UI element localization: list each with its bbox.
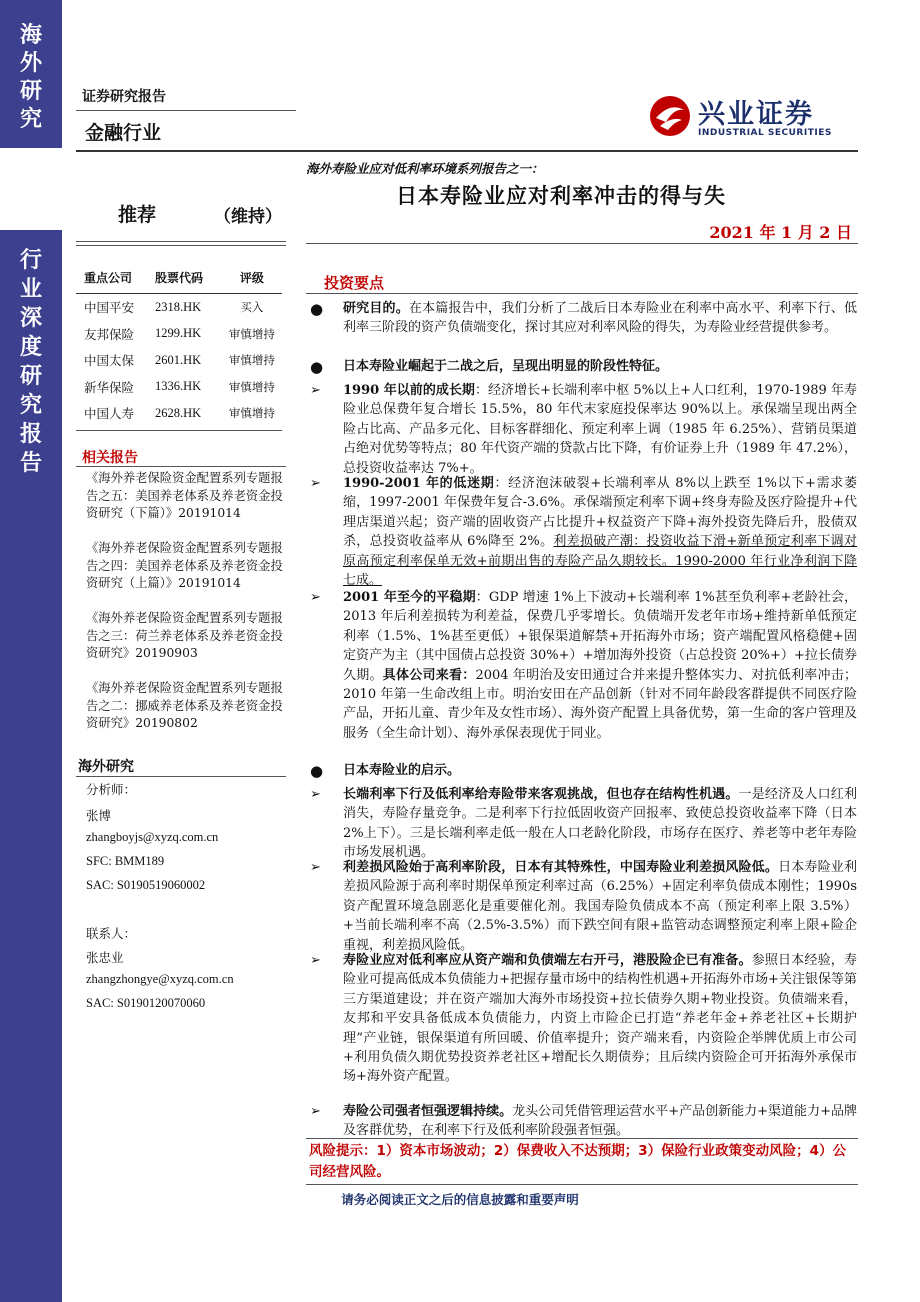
logo-english: INDUSTRIAL SECURITIES [698, 128, 832, 138]
cell-company: 新华保险 [84, 380, 135, 395]
slump-text: ：经济泡沫破裂+长端利率从 8%以上跌至 1%以下+需求萎缩，1997-2001 年保费年复合-3.6%。承保端预定利率下调+终身寿险及医疗险提升+代理店渠道兴起；资产端的固收资产占比提升+权益资产下降+海外投资先降后升，股债双杀，总投资收益率从 6%降至 2%。 [343, 476, 857, 550]
cell-code: 2628.HK [155, 405, 202, 420]
lesson-spread-loss [343, 858, 857, 955]
analyst-sac: SAC: S0190519060002 [86, 878, 206, 892]
bullet-arrow-icon: ➢ [310, 383, 321, 398]
risk-warning: 风险提示：1）资本市场波动；2）保费收入不达预期；3）保险行业政策变动风险；4）公司经营风险。 [309, 1143, 847, 1180]
growth-text: ：经济增长+长端利率中枢 5%以上+人口红利，1970-1989 年寿险业总保费年复合增长 15.5%，80 年代末家庭投保率达 90%以上。承保端呈现出两全险占比高、产品多元化、目标客群细化、预定利率上调（1985 年 6.25%）、营销员渠道占绝对优势等特点；80 年代资产端的贷款占比下降，有价证券上升（1989 年 47.2%），总投资收益率达 7%+。 [343, 383, 858, 476]
divider [76, 776, 286, 777]
bullet-dot-icon: ● [310, 762, 324, 780]
contact-name: 张忠业 [86, 951, 124, 965]
related-report-item[interactable]: 《海外养老保险资金配置系列专题报告之四：美国养老体系及养老资金投资研究（上篇）》20191014 [86, 541, 283, 590]
table-row [76, 347, 282, 374]
lesson-challenge [343, 785, 857, 863]
divider [76, 110, 296, 111]
stable-text: ：GDP 增速 1%上下波动+长端利率 1%甚至负利率+老龄社会，2013 年后利差损转为利差益，保费几乎零增长。负债端开发老年市场+维持新单低预定利率（1.5%、1%甚至更低）+银保渠道解禁+开拓海外市场；资产端配置风格稳健+固定资产为主（其中国债占总投资 30%+）+增加海外投资（占总投资 20%+）+拉长债券久期。 [343, 590, 858, 683]
lesson-leaders [343, 1102, 857, 1141]
purpose-text: 在本篇报告中，我们分析了二战后日本寿险业在利率中高水平、利率下行、低利率三阶段的资产负债端变化，探讨其应对利率风险的得失，为寿险业经营提供参考。 [343, 301, 857, 336]
stable-bold2: 具体公司来看： [382, 667, 476, 683]
contact-sac: SAC: S0190120070060 [86, 996, 206, 1010]
cell-code: 2601.HK [155, 352, 202, 367]
bullet-arrow-icon: ➢ [310, 787, 321, 802]
divider [306, 243, 858, 244]
report-title: 日本寿险业应对利率冲击的得与失 [396, 184, 726, 208]
spread-text: 日本寿险业利差损风险源于高利率时期保单预定利率过高（6.25%）+固定利率负债成本刚性；1990s 资产配置环境急剧恶化是重要催化剂。我国寿险负债成本不高（预定利率上限 3.5%）+当前长端利率不高（2.5%-3.5%）而下跌空间有限+监管动态调整预定利率上限+险企重视，利差损风险低。 [343, 860, 857, 953]
stable-bold: 2001 年至今的平稳期 [343, 590, 476, 605]
bullet-dot-icon: ● [310, 300, 324, 318]
rise-bold: 日本寿险业崛起于二战之后，呈现出明显的阶段性特征。 [343, 359, 669, 374]
section-lessons [343, 761, 857, 780]
report-type: 证券研究报告 [82, 89, 166, 105]
analyst-label: 分析师： [86, 783, 137, 797]
logo-mark-icon [648, 94, 692, 138]
related-reports-heading: 相关报告 [82, 450, 138, 466]
bullet-arrow-icon: ➢ [310, 476, 321, 491]
stable-text2: 2004 年明治及安田通过合并来提升整体实力、对抗低利率冲击；2010 年第一生命改组上市。明治安田在产品创新（针对不同年龄段客群提供不同医疗险产品，开拓儿童、青少年及女性市场）、海外资产配置上具备优势，第一生命的客户管理及服务（全生命计划）、海外承保表现优于同业。 [343, 667, 857, 741]
cell-code: 1336.HK [155, 379, 202, 394]
response-bold: 寿险业应对低利率应从资产端和负债端左右开弓，港股险企已有准备。 [343, 953, 752, 968]
disclaimer-footer[interactable]: 请务必阅读正文之后的信息披露和重要声明 [341, 1192, 579, 1207]
logo-name: 兴业证券 [698, 99, 814, 130]
col-rating: 评级 [216, 266, 282, 294]
related-report-item[interactable]: 《海外养老保险资金配置系列专题报告之五：美国养老体系及养老资金投资研究（下篇）》20191014 [86, 471, 283, 520]
research-purpose [343, 299, 857, 338]
divider [306, 1138, 858, 1139]
series-title: 海外寿险业应对低利率环境系列报告之一： [306, 161, 544, 176]
report-date: 2021 年 1 月 2 日 [709, 223, 852, 242]
response-text: 参照日本经验，寿险业可提高低成本负债能力+把握存量市场中的结构性机遇+开拓海外市场+关注银保等第三方渠道建设；并在资产端加大海外市场投资+拉长债券久期+物业投资。负债端来看，友邦和平安具备低成本负债能力，内资上市险企已打造“养老年金+养老社区+长期护理”产业链，银保渠道有所回暖、价值率提升；资产端来看，内资险企举牌优质上市公司+利用负债久期优势投资养老社区+增配长久期债券；且后续内资险企可开拓海外承保市场+海外资产配置。 [343, 953, 857, 1085]
cell-rating: 审慎增持 [228, 406, 275, 421]
table-header-row [76, 266, 282, 294]
contact-label: 联系人： [86, 927, 137, 941]
analyst-email[interactable]: zhangboyjs@xyzq.com.cn [86, 830, 219, 844]
leaders-bold: 寿险公司强者恒强逻辑持续。 [343, 1104, 513, 1119]
growth-bold: 1990 年以前的成长期 [343, 383, 475, 398]
stable-period [343, 588, 857, 743]
challenge-text: 一是经济及人口红利消失，寿险存量竞争。二是利率下行拉低固收资产回报率、致使总投资收益率下降（日本 2%上下）。三是长端利率走低一般在人口老龄化阶段，市场存在医疗、养老等中老年寿险市场发展机遇。 [343, 787, 857, 861]
cell-company: 中国人寿 [84, 407, 135, 422]
company-logo [648, 92, 848, 144]
cell-company: 中国平安 [84, 301, 135, 316]
bullet-arrow-icon: ➢ [310, 953, 321, 968]
slump-period [343, 474, 857, 590]
rating: 推荐 [118, 204, 157, 226]
contact-email[interactable]: zhangzhongye@xyzq.com.cn [86, 972, 234, 986]
bullet-arrow-icon: ➢ [310, 860, 321, 875]
cell-code: 1299.HK [155, 326, 202, 341]
sidebar-gap [0, 148, 62, 230]
table-row [76, 321, 282, 348]
sidebar-report-type-label: 行 业 深 度 研 究 报 告 [19, 248, 42, 476]
lessons-bold: 日本寿险业的启示。 [343, 763, 461, 778]
cell-rating: 买入 [240, 300, 264, 315]
divider [76, 466, 286, 467]
cell-rating: 审慎增持 [228, 353, 275, 368]
overseas-research-heading: 海外研究 [78, 759, 134, 775]
header-rule [76, 150, 858, 152]
lesson-response [343, 951, 857, 1087]
cell-code: 2318.HK [155, 299, 202, 314]
section-rise [343, 357, 857, 376]
cell-company: 中国太保 [84, 354, 135, 369]
rating-status: （维持） [214, 207, 282, 227]
table-row [76, 374, 282, 401]
cell-rating: 审慎增持 [228, 326, 275, 341]
cell-company: 友邦保险 [84, 327, 135, 342]
related-report-item[interactable]: 《海外养老保险资金配置系列专题报告之三：荷兰养老体系及养老资金投资研究》20190903 [86, 611, 283, 660]
purpose-bold: 研究目的。 [343, 301, 409, 316]
industry-label: 金融行业 [85, 122, 162, 144]
bullet-arrow-icon: ➢ [310, 1104, 321, 1119]
slump-bold: 1990-2001 年的低迷期 [343, 476, 495, 491]
leaders-text: 龙头公司凭借管理运营水平+产品创新能力+渠道能力+品牌及客群优势，在利率下行及低利率阶段强者恒强。 [343, 1104, 857, 1139]
divider [76, 241, 286, 242]
divider [306, 293, 858, 294]
bullet-arrow-icon: ➢ [310, 590, 321, 605]
related-report-item[interactable]: 《海外养老保险资金配置系列专题报告之二：挪威养老体系及养老资金投资研究》20190802 [86, 681, 283, 730]
challenge-bold: 长端利率下行及低利率给寿险带来客观挑战，但也存在结构性机遇。 [343, 787, 739, 802]
analyst-name: 张博 [86, 809, 112, 823]
divider [76, 430, 282, 431]
bullet-dot-icon: ● [310, 358, 324, 376]
analyst-sfc: SFC: BMM189 [86, 854, 165, 868]
slump-underline: 利差损破产潮：投资收益下滑+新单预定利率下调对原高预定利率保单无效+前期出售的寿险产品久期较长。1990-2000 年行业净利润下降七成。 [343, 534, 857, 589]
cell-rating: 审慎增持 [228, 379, 275, 394]
table-row [76, 294, 282, 321]
key-points-heading: 投资要点 [324, 274, 385, 292]
col-code: 股票代码 [147, 266, 216, 294]
col-company: 重点公司 [76, 266, 147, 294]
spread-bold: 利差损风险始于高利率阶段，日本有其特殊性，中国寿险业利差损风险低。 [343, 860, 779, 875]
divider [76, 245, 286, 246]
key-companies-table [76, 266, 282, 427]
sidebar-overseas-label: 海 外 研 究 [19, 23, 42, 132]
divider [306, 1184, 858, 1185]
table-row [76, 400, 282, 427]
growth-period [343, 381, 857, 478]
